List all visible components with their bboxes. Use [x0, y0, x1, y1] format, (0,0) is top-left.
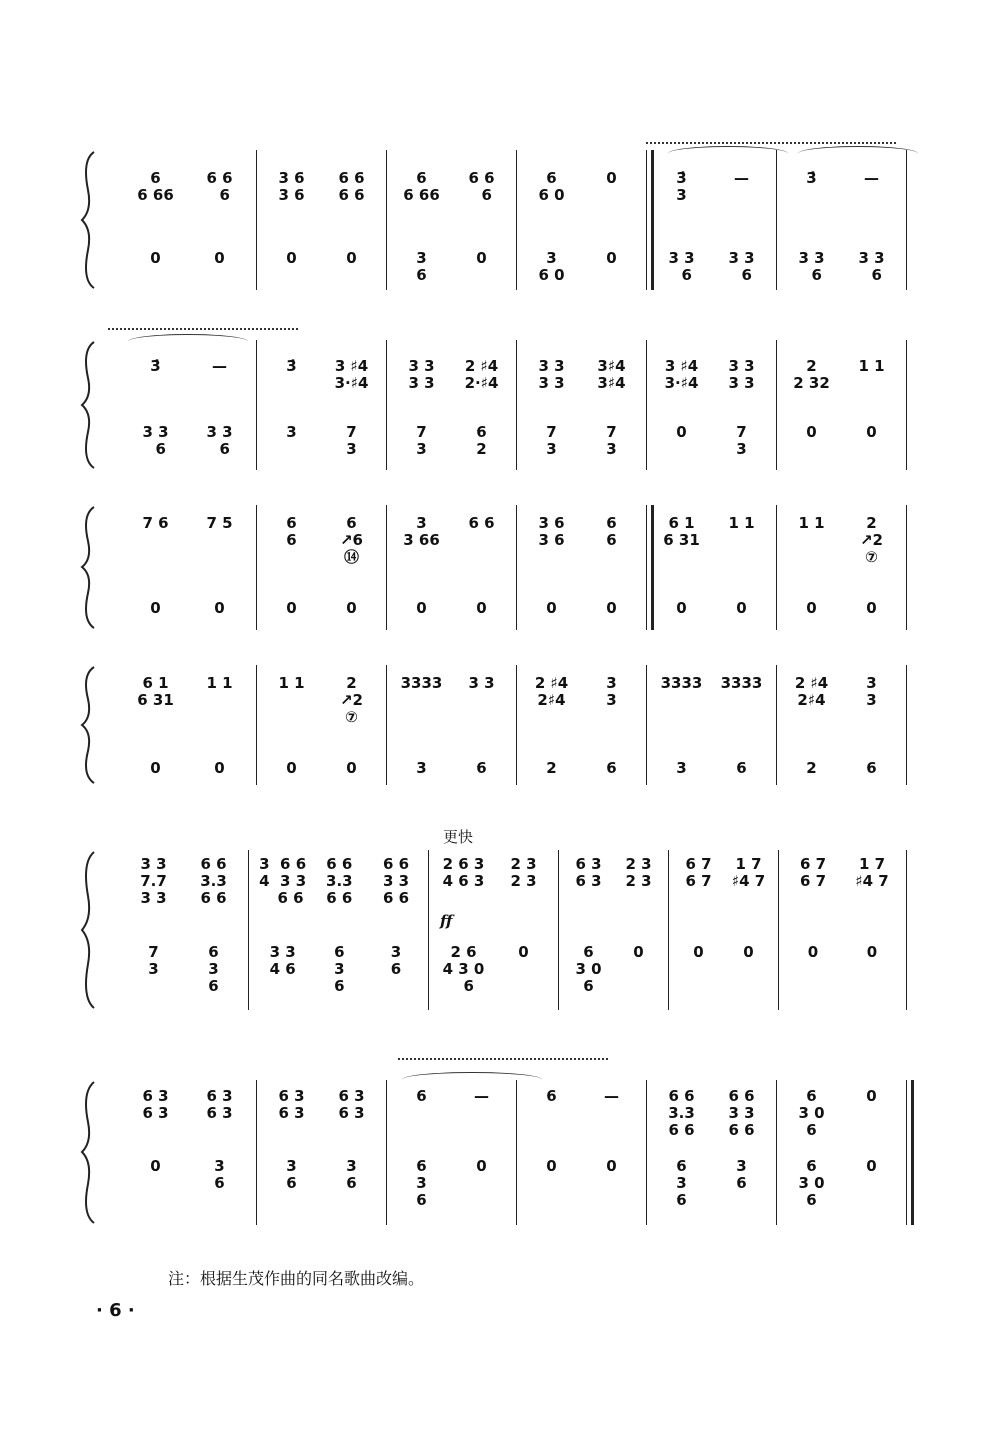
- accomp-beat: 0: [736, 599, 747, 617]
- accomp-beat: 0: [286, 759, 297, 777]
- accomp-beat: 7 3: [546, 423, 557, 458]
- melody-beat: 7 6: [142, 514, 169, 532]
- accomp-beat: 0: [346, 599, 357, 617]
- barline: [516, 340, 517, 470]
- slur: [128, 334, 248, 349]
- melody-beat: 6 6 3.3 6 6: [668, 1087, 695, 1139]
- barline: [646, 1080, 647, 1225]
- accomp-beat: 0: [676, 423, 687, 441]
- accomp-beat: 6: [476, 759, 487, 777]
- melody-beat: 7 5: [206, 514, 233, 532]
- melody-beat: 2 ♯4 2♯4: [794, 674, 829, 709]
- accomp-beat: 3 6: [286, 1157, 297, 1192]
- accomp-beat: 0: [866, 943, 878, 961]
- barline: [776, 1080, 777, 1225]
- accomp-beat: 0: [346, 759, 357, 777]
- accomp-beat: 6 3 6: [416, 1157, 427, 1209]
- dotted-line: [108, 328, 298, 330]
- melody-beat: 6 6 6 6: [338, 169, 365, 204]
- arrangement-note: 注：根据生茂作曲的同名歌曲改编。: [168, 1269, 425, 1288]
- accomp-beat: 0: [807, 943, 819, 961]
- accomp-beat: 7 3: [606, 423, 617, 458]
- accomp-beat: 3 6: [346, 1157, 357, 1192]
- melody-beat: 6 6 6: [206, 169, 233, 204]
- accomp-beat: 3 3 6: [668, 249, 695, 284]
- melody-beat: 6 6: [286, 514, 297, 549]
- melody-beat: 6 7 6 7: [685, 855, 712, 890]
- melody-beat: 1 1: [858, 357, 885, 375]
- barline: [778, 850, 779, 1010]
- accomp-beat: 3 3 6: [728, 249, 755, 284]
- accomp-beat: 7 3: [148, 943, 159, 978]
- melody-beat: 6 3 6 3: [142, 1087, 169, 1122]
- melody-beat: 3333: [720, 674, 763, 692]
- melody-beat: 3 3 3 3: [408, 357, 435, 392]
- brace: [80, 850, 98, 1010]
- melody-beat: 6 6 0: [538, 169, 565, 204]
- barline: [256, 505, 257, 630]
- barline: [386, 340, 387, 470]
- barline: [646, 150, 654, 290]
- accomp-beat: 0: [286, 249, 297, 267]
- melody-beat: 1 7 ♯4 7: [731, 855, 766, 890]
- accomp-beat: 3 3 6: [142, 423, 169, 458]
- melody-beat: 6 7 6 7: [799, 855, 827, 890]
- melody-beat: 6 6 3.3 6 6: [200, 855, 227, 907]
- barline: [776, 665, 777, 785]
- system-1: [80, 150, 900, 290]
- melody-beat: 6 ↗6 ⑭: [339, 514, 363, 566]
- accomp-beat: 3 6: [416, 249, 427, 284]
- accomp-beat: 3 6: [390, 943, 402, 978]
- barline: [646, 340, 647, 470]
- melody-beat: 6 3 6 3: [206, 1087, 233, 1122]
- system-2: [80, 340, 900, 470]
- barline: [906, 340, 907, 470]
- system-5: [80, 850, 900, 1010]
- accomp-beat: 3: [676, 759, 687, 777]
- melody-beat: 3 3: [468, 674, 495, 692]
- accomp-beat: 0: [214, 759, 225, 777]
- slur: [402, 1072, 542, 1087]
- accomp-beat: 0: [150, 249, 161, 267]
- melody-beat: 2 2 32: [793, 357, 830, 392]
- barline: [386, 665, 387, 785]
- melody-beat: —: [734, 169, 749, 187]
- page-number-value: 6: [109, 1300, 122, 1321]
- barline: [256, 1080, 257, 1225]
- barline: [906, 505, 907, 630]
- accomp-beat: 2: [546, 759, 557, 777]
- melody-beat: 6 6 3.3 6 6: [326, 855, 353, 907]
- accomp-beat: 3 3 6: [206, 423, 233, 458]
- barline: [776, 150, 777, 290]
- accomp-beat: 3: [416, 759, 427, 777]
- melody-beat: 3 3: [866, 674, 877, 709]
- accomp-beat: 6 3 6: [676, 1157, 687, 1209]
- accomp-beat: 7 3: [416, 423, 427, 458]
- accomp-beat: 0: [476, 249, 487, 267]
- accomp-beat: 0: [676, 599, 687, 617]
- melody-beat: 6 3 0 6: [798, 1087, 825, 1139]
- melody-beat: 1 1: [798, 514, 825, 532]
- accomp-beat: 0: [286, 599, 297, 617]
- accomp-beat: 3 3 6: [858, 249, 885, 284]
- accomp-beat: 0: [606, 1157, 617, 1175]
- melody-beat: 6 3 6 3: [575, 855, 602, 890]
- brace: [80, 150, 98, 290]
- melody-beat: 2 6 3 4 6 3: [442, 855, 485, 890]
- barline: [516, 665, 517, 785]
- accomp-beat: 0: [866, 423, 877, 441]
- barline: [386, 505, 387, 630]
- accomp-beat: 0: [416, 599, 427, 617]
- brace: [80, 505, 98, 630]
- melody-beat: 3 3 7.7 3 3: [140, 855, 167, 907]
- accomp-beat: 6 3 6: [334, 943, 345, 995]
- accomp-beat: 0: [693, 943, 704, 961]
- accomp-beat: 0: [743, 943, 754, 961]
- melody-beat: 3 ♯4 3·♯4: [334, 357, 369, 392]
- melody-beat: 6 6: [468, 514, 495, 532]
- barline: [516, 150, 517, 290]
- melody-beat: 2 ↗2 ⑦: [859, 514, 883, 566]
- melody-beat: 3̇: [150, 357, 161, 375]
- melody-beat: 3 3 3 3: [538, 357, 565, 392]
- accomp-beat: 3 6 0: [538, 249, 565, 284]
- melody-beat: —: [864, 169, 879, 187]
- melody-beat: 1 1: [278, 674, 305, 692]
- barline: [256, 340, 257, 470]
- accomp-beat: 0: [606, 249, 617, 267]
- accomp-beat: 0: [476, 599, 487, 617]
- accomp-beat: 2: [806, 759, 817, 777]
- accomp-beat: 0: [866, 1157, 877, 1175]
- melody-beat: —: [604, 1087, 619, 1105]
- barline: [906, 150, 907, 290]
- melody-beat: 3 6 6 4 3 3 6 6: [259, 855, 307, 907]
- accomp-beat: 3 3 4 6: [269, 943, 296, 978]
- melody-beat: 3 6 3 6: [278, 169, 305, 204]
- accomp-beat: 6: [736, 759, 747, 777]
- brace: [80, 665, 98, 785]
- melody-beat: —: [474, 1087, 489, 1105]
- accomp-beat: 7 3: [346, 423, 357, 458]
- barline: [668, 850, 669, 1010]
- accomp-beat: 7 3: [736, 423, 747, 458]
- accomp-beat: 0: [476, 1157, 487, 1175]
- melody-beat: 6 6 66: [137, 169, 174, 204]
- barline: [516, 505, 517, 630]
- melody-beat: 3333: [400, 674, 443, 692]
- melody-beat: 3̇: [286, 357, 297, 375]
- melody-beat: 3 3: [606, 674, 617, 709]
- accomp-beat: 0: [866, 599, 877, 617]
- melody-beat: 1 7 ♯4 7: [855, 855, 889, 890]
- system-3: [80, 505, 900, 630]
- melody-beat: 6 6 6: [468, 169, 495, 204]
- barline: [646, 665, 647, 785]
- barline: [646, 505, 654, 630]
- accomp-beat: 6: [866, 759, 877, 777]
- melody-beat: 6: [416, 1087, 427, 1105]
- page-number: · 6 ·: [96, 1300, 135, 1321]
- melody-beat: 3̇: [806, 169, 817, 187]
- melody-beat: 6: [546, 1087, 557, 1105]
- melody-beat: 1 1: [206, 674, 233, 692]
- accomp-beat: 0: [806, 599, 817, 617]
- melody-beat: 3 3 66: [403, 514, 440, 549]
- melody-beat: 6 1 6 31: [137, 674, 174, 709]
- melody-beat: 3̇ 3: [676, 169, 687, 204]
- accomp-beat: 6 3 0 6: [575, 943, 602, 995]
- melody-beat: 2 3 2 3: [625, 855, 652, 890]
- accomp-beat: 0: [546, 1157, 557, 1175]
- accomp-beat: 0: [150, 759, 161, 777]
- melody-beat: 3♯4 3♯4: [597, 357, 626, 392]
- dynamic-marking: ff: [440, 912, 453, 930]
- accomp-beat: 0: [346, 249, 357, 267]
- accomp-beat: 0: [546, 599, 557, 617]
- melody-beat: 0: [866, 1087, 877, 1105]
- system-4: [80, 665, 900, 785]
- melody-beat: 6 6: [606, 514, 617, 549]
- accomp-beat: 6 2: [476, 423, 487, 458]
- melody-beat: 1 1: [728, 514, 755, 532]
- accomp-beat: 2 6 4 3 0 6: [442, 943, 485, 995]
- melody-beat: 2 ↗2 ⑦: [339, 674, 363, 726]
- melody-beat: 6 3 6 3: [278, 1087, 305, 1122]
- accomp-beat: 3 6: [214, 1157, 225, 1192]
- accomp-beat: 6 3 6: [208, 943, 219, 995]
- accomp-beat: 0: [606, 599, 617, 617]
- melody-beat: 3 3 3 3: [728, 357, 755, 392]
- accomp-beat: 0: [806, 423, 817, 441]
- barline: [428, 850, 429, 1010]
- brace: [80, 1080, 98, 1225]
- barline: [776, 505, 777, 630]
- melody-beat: 3333: [660, 674, 703, 692]
- melody-beat: 2 ♯4 2·♯4: [464, 357, 499, 392]
- accomp-beat: 0: [150, 1157, 161, 1175]
- accomp-beat: 6 3 0 6: [798, 1157, 825, 1209]
- dotted-line: [646, 142, 896, 144]
- melody-beat: —: [212, 357, 227, 375]
- melody-beat: 6 3 6 3: [338, 1087, 365, 1122]
- accomp-beat: 6: [606, 759, 617, 777]
- melody-beat: 2 ♯4 2♯4: [534, 674, 569, 709]
- barline: [776, 340, 777, 470]
- accomp-beat: 0: [633, 943, 644, 961]
- barline: [248, 850, 249, 1010]
- brace: [80, 340, 98, 470]
- melody-beat: 6 1 6 31: [663, 514, 700, 549]
- melody-beat: 6 6 3 3 6 6: [382, 855, 410, 907]
- slur: [668, 146, 788, 161]
- accomp-beat: 0: [150, 599, 161, 617]
- melody-beat: 3 6 3 6: [538, 514, 565, 549]
- accomp-beat: 3 3 6: [798, 249, 825, 284]
- barline: [906, 665, 907, 785]
- dotted-line: [398, 1058, 608, 1060]
- accomp-beat: 0: [214, 599, 225, 617]
- melody-beat: 3 ♯4 3·♯4: [664, 357, 699, 392]
- barline: [516, 1080, 517, 1225]
- tempo-marking: 更快: [443, 828, 474, 846]
- barline: [906, 1080, 914, 1225]
- barline: [386, 150, 387, 290]
- melody-beat: 2 3 2 3: [510, 855, 537, 890]
- barline: [906, 850, 907, 1010]
- barline: [256, 150, 257, 290]
- melody-beat: 6 6 66: [403, 169, 440, 204]
- barline: [558, 850, 559, 1010]
- barline: [386, 1080, 387, 1225]
- accomp-beat: 0: [214, 249, 225, 267]
- accomp-beat: 3: [286, 423, 297, 441]
- barline: [256, 665, 257, 785]
- slur: [798, 146, 918, 161]
- accomp-beat: 0: [518, 943, 529, 961]
- system-6: [80, 1080, 900, 1225]
- melody-beat: 0: [606, 169, 617, 187]
- accomp-beat: 3 6: [736, 1157, 747, 1192]
- melody-beat: 6 6 3 3 6 6: [728, 1087, 755, 1139]
